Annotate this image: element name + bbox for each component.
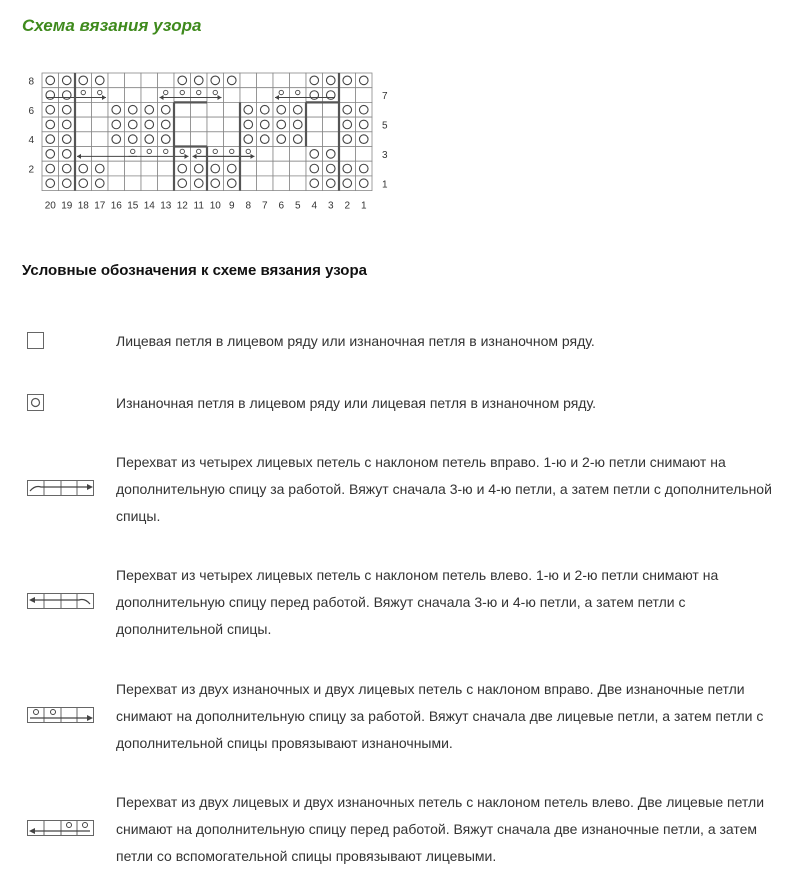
chart-cell [59, 88, 76, 103]
chart-cell [356, 117, 373, 132]
column-label: 11 [193, 200, 204, 212]
chart-cell [339, 73, 356, 88]
chart-cell [240, 132, 257, 147]
chart-cell [240, 102, 257, 117]
column-label: 13 [160, 200, 172, 212]
chart-cell [125, 176, 142, 191]
chart-cell [158, 73, 175, 88]
chart-cell [141, 176, 158, 191]
chart-cell [108, 161, 125, 176]
chart-cell [323, 147, 340, 162]
column-label: 8 [245, 200, 252, 212]
chart-cell [141, 132, 158, 147]
chart-cell [158, 117, 175, 132]
chart-cell [125, 88, 142, 103]
chart-cell [306, 132, 323, 147]
chart-cell [42, 102, 59, 117]
chart-cell [125, 132, 142, 147]
column-label: 18 [77, 200, 89, 212]
chart-cell [306, 117, 323, 132]
chart-cell [174, 117, 191, 132]
chart-cell [108, 147, 125, 162]
row-label-right: 7 [382, 91, 388, 103]
chart-cell [257, 132, 274, 147]
chart-cell [207, 73, 224, 88]
column-label: 7 [261, 200, 268, 212]
column-label: 5 [294, 200, 301, 212]
chart-cell [125, 73, 142, 88]
chart-cell [108, 73, 125, 88]
chart-cell [75, 117, 92, 132]
chart-cell [42, 176, 59, 191]
chart-cell [257, 73, 274, 88]
chart-cell [108, 102, 125, 117]
chart-cell [174, 132, 191, 147]
purl-circle-icon [27, 394, 45, 412]
row-label-right: 1 [382, 179, 388, 191]
cable-left-four-knit-icon [27, 593, 97, 611]
chart-cell [323, 176, 340, 191]
chart-cell [323, 132, 340, 147]
chart-cell [356, 102, 373, 117]
column-label: 12 [176, 200, 188, 212]
cable-right-purl-knit-icon [27, 707, 97, 725]
row-label-left: 2 [28, 164, 34, 176]
column-label: 14 [143, 200, 155, 212]
chart-cell [257, 88, 274, 103]
chart-cell [174, 176, 191, 191]
chart-cell [306, 88, 323, 103]
chart-cell [92, 132, 109, 147]
legend-text-knit: Лицевая петля в лицевом ряду или изнаночная петля в изнаночном ряду. [116, 333, 595, 349]
chart-cell [108, 176, 125, 191]
chart-cell [339, 161, 356, 176]
chart-cell [240, 176, 257, 191]
chart-cell [339, 176, 356, 191]
chart-cell [42, 161, 59, 176]
chart-cell [273, 132, 290, 147]
chart-cell [75, 161, 92, 176]
blank-cell-icon [27, 332, 45, 350]
chart-cell [273, 147, 290, 162]
chart-cell [290, 161, 307, 176]
chart-cell [191, 161, 208, 176]
chart-cell [158, 132, 175, 147]
chart-cell [290, 176, 307, 191]
chart-cell [339, 102, 356, 117]
chart-cell [125, 117, 142, 132]
chart-cell [59, 161, 76, 176]
chart-cell [290, 147, 307, 162]
chart-cell [356, 176, 373, 191]
cable-left-knit-purl-icon [27, 820, 97, 838]
chart-cell [273, 161, 290, 176]
chart-cell [174, 102, 191, 117]
chart-cell [224, 117, 241, 132]
chart-cell [125, 102, 142, 117]
chart-cell [75, 73, 92, 88]
chart-cell [207, 117, 224, 132]
chart-cell [224, 88, 241, 103]
chart-cell [240, 73, 257, 88]
chart-cell [290, 102, 307, 117]
chart-cell [240, 161, 257, 176]
chart-cell [59, 73, 76, 88]
chart-cell [339, 88, 356, 103]
chart-cell [323, 102, 340, 117]
legend-text-cable-right-purl: Перехват из двух изнаночных и двух лицевых петель с наклоном вправо. Две изнаночные петли снимают на дополнительную спицу за работой. Вяжут сначала две лицевые петли, а затем петли с дополнительной спицы провязывают изнаночными. [116, 681, 764, 751]
row-label-right: 3 [382, 149, 388, 161]
chart-cell [306, 176, 323, 191]
chart-grid [42, 73, 372, 191]
chart-cell [207, 176, 224, 191]
chart-cell [323, 161, 340, 176]
chart-cell [125, 161, 142, 176]
chart-cell [240, 117, 257, 132]
chart-cell [290, 117, 307, 132]
chart-cell [224, 161, 241, 176]
chart-cell [191, 176, 208, 191]
column-label: 9 [228, 200, 235, 212]
chart-cell [92, 102, 109, 117]
column-label: 6 [278, 200, 285, 212]
chart-cell [306, 147, 323, 162]
chart-cell [92, 117, 109, 132]
page-title: Схема вязания узора [22, 16, 202, 35]
chart-cell [207, 161, 224, 176]
chart-cell [306, 73, 323, 88]
chart-cell [141, 161, 158, 176]
chart-cell [75, 132, 92, 147]
legend-text-cable-left-knit: Перехват из четырех лицевых петель с наклоном петель влево. 1-ю и 2-ю петли снимают на дополнительную спицу перед работой. Вяжут сначала 3-ю и 4-ю петли, а затем петли с дополнительной спицы. [116, 567, 719, 637]
chart-cell [257, 117, 274, 132]
chart-cell [273, 102, 290, 117]
column-label: 10 [209, 200, 221, 212]
chart-cell [339, 132, 356, 147]
chart-cell [108, 117, 125, 132]
chart-cell [108, 88, 125, 103]
chart-cell [257, 161, 274, 176]
chart-cell [42, 147, 59, 162]
chart-cell [108, 132, 125, 147]
chart-cell [42, 117, 59, 132]
chart-cell [224, 73, 241, 88]
chart-cell [339, 117, 356, 132]
chart-cell [59, 132, 76, 147]
chart-cell [240, 88, 257, 103]
chart-cell [306, 161, 323, 176]
chart-cell [141, 117, 158, 132]
chart-cell [42, 73, 59, 88]
chart-cell [141, 73, 158, 88]
column-label: 2 [344, 200, 351, 212]
chart-cell [224, 176, 241, 191]
chart-cell [207, 132, 224, 147]
chart-cell [158, 102, 175, 117]
chart-cell [356, 161, 373, 176]
column-label: 4 [311, 200, 318, 212]
chart-cell [59, 176, 76, 191]
chart-cell [257, 147, 274, 162]
chart-cell [191, 117, 208, 132]
chart-cell [356, 132, 373, 147]
column-label: 15 [127, 200, 139, 212]
column-label: 16 [110, 200, 122, 212]
knitting-chart [0, 60, 400, 230]
chart-cell [323, 73, 340, 88]
legend-text-purl: Изнаночная петля в лицевом ряду или лицевая петля в изнаночном ряду. [116, 395, 596, 411]
chart-cell [92, 147, 109, 162]
chart-cell [158, 161, 175, 176]
row-label-right: 5 [382, 120, 388, 132]
chart-cell [356, 88, 373, 103]
chart-cell [191, 102, 208, 117]
chart-cell [273, 73, 290, 88]
chart-cell [356, 73, 373, 88]
chart-cell [224, 102, 241, 117]
cable-right-four-knit-icon [27, 480, 97, 498]
column-label: 1 [360, 200, 367, 212]
chart-cell [257, 102, 274, 117]
chart-cell [158, 176, 175, 191]
chart-cell [75, 147, 92, 162]
legend-heading: Условные обозначения к схеме вязания узора [22, 262, 367, 279]
chart-cell [290, 73, 307, 88]
chart-cell [92, 176, 109, 191]
chart-cell [42, 132, 59, 147]
chart-cell [323, 117, 340, 132]
chart-cell [356, 147, 373, 162]
chart-cell [59, 117, 76, 132]
row-label-left: 6 [28, 105, 34, 117]
row-label-left: 8 [28, 76, 34, 88]
chart-cell [323, 88, 340, 103]
chart-cell [273, 176, 290, 191]
legend-text-cable-left-purl: Перехват из двух лицевых и двух изнаночных петель с наклоном петель влево. Две лицевые петли снимают на дополнительную спицу перед работой. Вяжут сначала две изнаночные петли, а затем петли со вспомогательной спицы провязывают лицевыми. [116, 794, 765, 864]
legend-text-cable-right-knit: Перехват из четырех лицевых петель с наклоном петель вправо. 1-ю и 2-ю петли снимают на дополнительную спицу за работой. Вяжут сначала 3-ю и 4-ю петли, а затем петли с дополнительной спицы. [116, 454, 772, 524]
chart-cell [257, 176, 274, 191]
chart-cell [92, 161, 109, 176]
chart-cell [174, 73, 191, 88]
column-label: 19 [61, 200, 73, 212]
column-label: 17 [94, 200, 106, 212]
chart-cell [75, 102, 92, 117]
chart-cell [207, 102, 224, 117]
chart-cell [141, 88, 158, 103]
chart-cell [174, 161, 191, 176]
column-label: 3 [327, 200, 334, 212]
chart-cell [273, 117, 290, 132]
chart-cell [59, 102, 76, 117]
chart-cell [339, 147, 356, 162]
column-label: 20 [44, 200, 56, 212]
chart-cell [141, 102, 158, 117]
chart-cell [75, 176, 92, 191]
chart-cell [191, 73, 208, 88]
chart-cell [42, 88, 59, 103]
chart-cell [306, 102, 323, 117]
chart-cell [191, 132, 208, 147]
chart-cell [92, 73, 109, 88]
chart-cell [290, 132, 307, 147]
row-label-left: 4 [28, 135, 34, 147]
chart-cell [224, 132, 241, 147]
chart-cell [59, 147, 76, 162]
